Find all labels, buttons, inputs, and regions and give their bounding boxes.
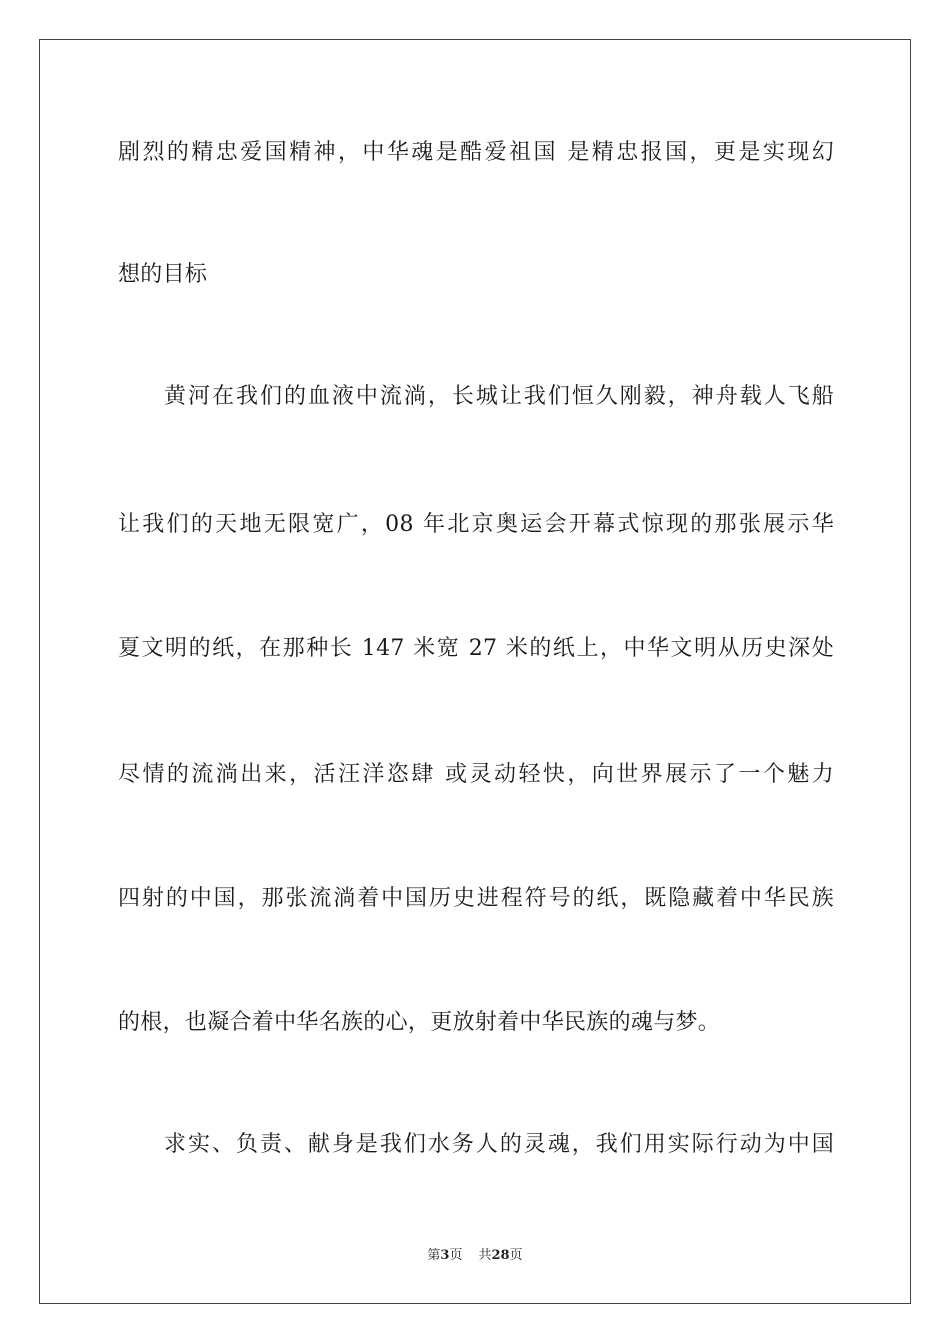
text-line-1: 剧烈的精忠爱国精神，中华魂是酷爱祖国 是精忠报国，更是实现幻 — [118, 140, 834, 165]
page-current: 3 — [440, 1248, 450, 1263]
text-line-4: 让我们的天地无限宽广，08 年北京奥运会开幕式惊现的那张展示华 — [118, 512, 834, 537]
total-unit: 页 — [509, 1248, 523, 1263]
page-total: 28 — [491, 1248, 510, 1263]
text-line-5: 夏文明的纸，在那种长 147 米宽 27 米的纸上，中华文明从历史深处 — [118, 636, 834, 661]
text-line-2: 想的目标 — [118, 262, 208, 287]
page-border — [39, 39, 911, 1304]
page-prefix: 第 — [427, 1248, 441, 1263]
text-line-6: 尽情的流淌出来，活汪洋恣肆 或灵动轻快，向世界展示了一个魅力 — [118, 762, 834, 787]
text-line-3: 黄河在我们的血液中流淌，长城让我们恒久刚毅，神舟载人飞船 — [164, 384, 834, 409]
text-line-8: 的根，也凝合着中华名族的心，更放射着中华民族的魂与梦。 — [118, 1010, 721, 1035]
total-prefix: 共 — [478, 1248, 492, 1263]
text-line-7: 四射的中国，那张流淌着中国历史进程符号的纸，既隐藏着中华民族 — [118, 886, 834, 911]
page-footer — [0, 1247, 950, 1265]
text-line-9: 求实、负责、献身是我们水务人的灵魂，我们用实际行动为中国 — [164, 1132, 834, 1157]
page-unit: 页 — [449, 1248, 463, 1263]
